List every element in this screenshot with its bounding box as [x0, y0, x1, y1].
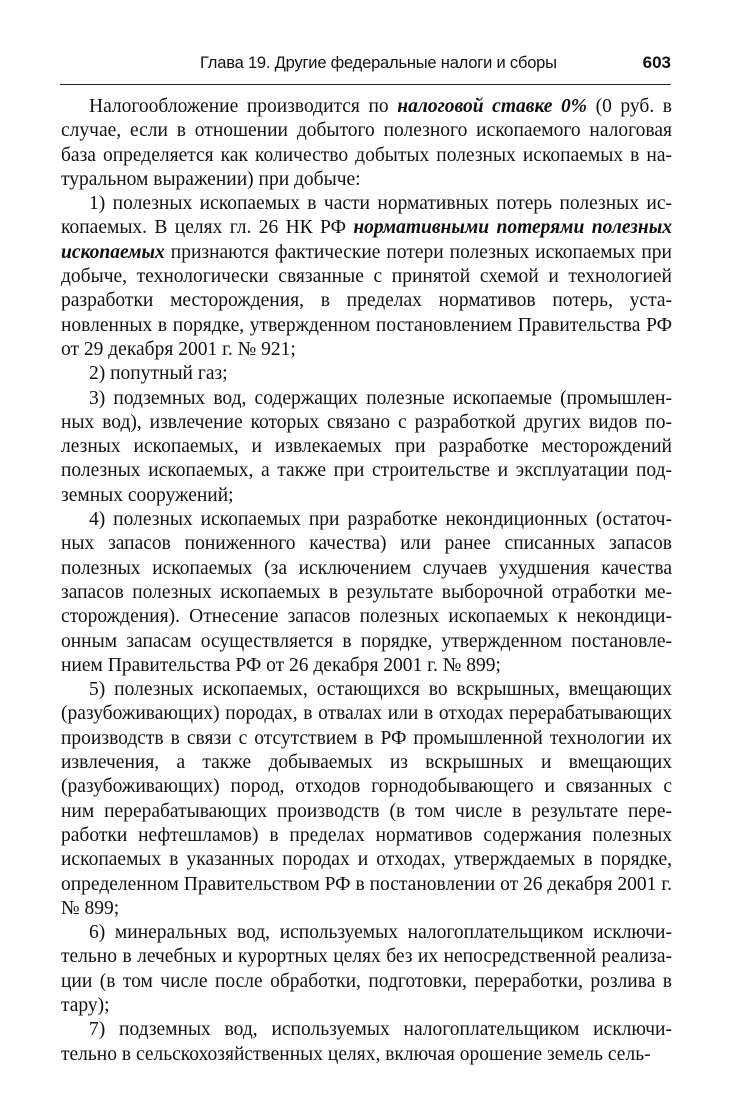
- list-item-4: 4) полезных ископаемых при разработке некондиционных (остаточных запасов пониженного качества) или ранее списанных запасов полезных ископаемых (за исключением случаев ухудшения качества запасов полезных ископаемых в результате выборочной отработки месторождения). Отнесение запасов полезных ископаемых к некондиционным запасам осуществляется в порядке, утвержденном постановлением Правительства РФ от 26 декабря 2001 г. № 899;: [61, 509, 672, 676]
- normative-losses-term: нормативными потерями полезных ископаемых: [61, 217, 672, 263]
- list-item-2: 2) попутный газ;: [89, 363, 228, 385]
- list-item-7: 7) подземных вод, используемых налогоплательщиком исключительно в сельскохозяйственных целях, включая орошение земель сель-: [61, 1019, 672, 1065]
- list-item-5: 5) полезных ископаемых, остающихся во вскрышных, вмещающих (разубоживающих) породах, в отвалах или в отходах перерабатывающих производств в связи с отсутствием в РФ промышленной технологии их извлечения, а также добываемых из вскрышных и вмещающих (разубоживающих) пород, отходов горнодобывающего и связанных с ним перерабатывающих производств (в том числе в результате переработки нефтешламов) в пределах нормативов содержания полезных ископаемых в указанных породах и отходах, утверждаемых в порядке, определенном Правительством РФ в постановлении от 26 декабря 2001 г. № 899;: [61, 679, 672, 919]
- chapter-title: Глава 19. Другие федеральные налоги и сборы: [200, 54, 557, 72]
- item1-text-post: признаются фактические потери полезных ископаемых при добыче, технологически связанные с принятой схемой и технологией разработки месторождения, в пределах нормативов потерь, установленных в порядке, утвержденном постановлением Правительства РФ от 29 декабря 2001 г. № 921;: [61, 241, 672, 360]
- running-head: [60, 50, 671, 85]
- tax-rate-term: налоговой ставке 0%: [397, 96, 588, 117]
- list-item-6: 6) минеральных вод, используемых налогоплательщиком исключительно в лечебных и курортных целях без их непосредственной реализации (в том числе после обработки, подготовки, переработки, розлива в тару);: [61, 922, 672, 1016]
- intro-paragraph: [61, 95, 672, 192]
- intro-text-post: (0 руб. в случае, если в отношении добытого полезного ископаемого налоговая база определяется как количество добытых полезных ископаемых в натуральном выражении) при добыче:: [61, 96, 673, 190]
- intro-text-pre: Налогообложение производится по: [89, 96, 398, 117]
- list-item-1: [61, 192, 672, 362]
- item1-text-pre: 1) полезных ископаемых в части нормативных потерь полезных ископаемых. В целях гл. 26 НК РФ: [61, 193, 672, 239]
- body-text: [61, 95, 672, 1067]
- page-number: 603: [642, 53, 671, 72]
- list-item-3: 3) подземных вод, содержащих полезные ископаемые (промышленных вод), извлечение которых связано с разработкой других видов полезных ископаемых, и извлекаемых при разработке месторождений полезных ископаемых, а также при строительстве и эксплуатации подземных сооружений;: [61, 387, 672, 506]
